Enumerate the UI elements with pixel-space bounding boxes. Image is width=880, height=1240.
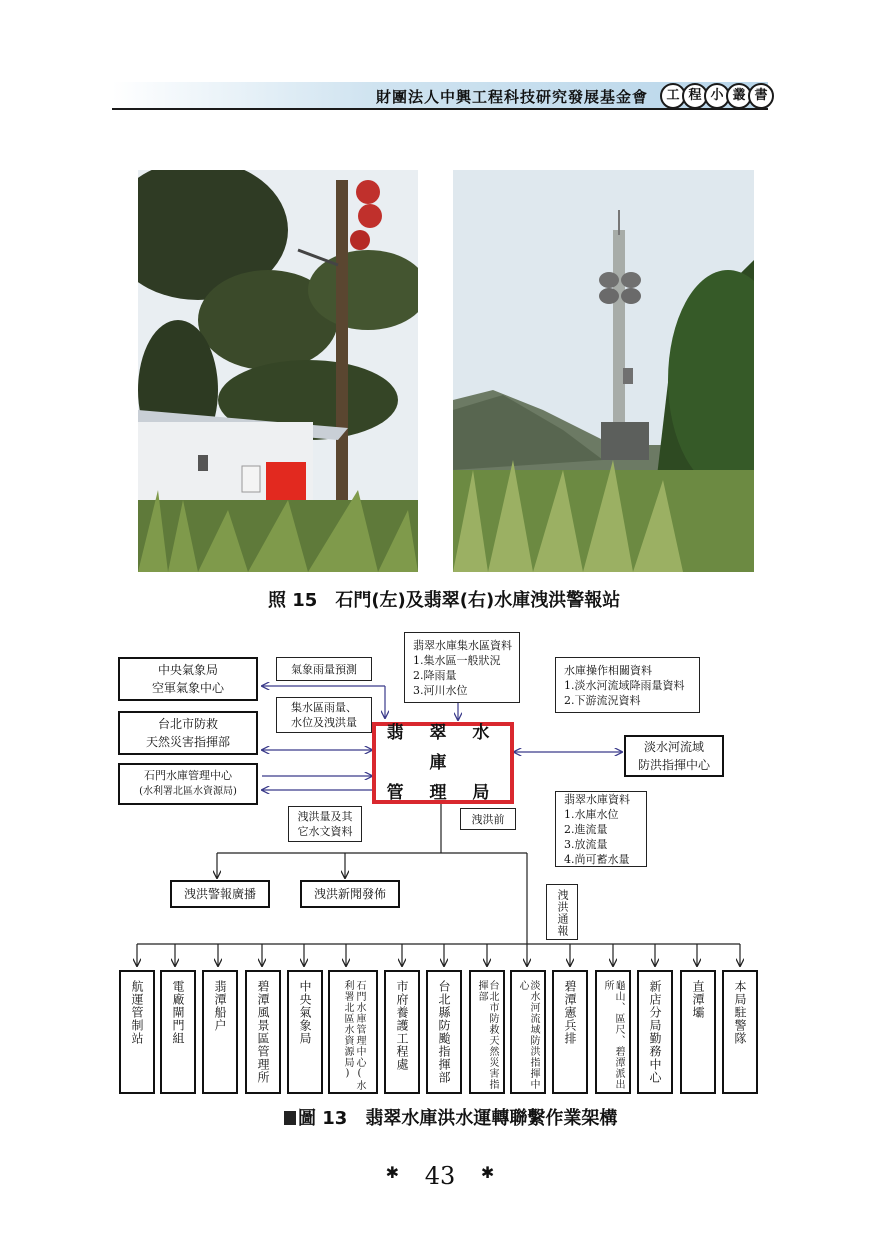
unit-box-5 xyxy=(287,970,323,1094)
unit-box-6 xyxy=(328,970,378,1094)
catchment-data-title: 翡翠水庫集水區資料 xyxy=(413,638,512,652)
unit-box-15 xyxy=(722,970,758,1094)
reservoir-data-item: 3.放流量 xyxy=(564,837,608,851)
unit-label: 電廠閘門組 xyxy=(171,980,185,1045)
unit-label: 新店分局勤務中心 xyxy=(648,980,662,1084)
series-badge-2: 程 xyxy=(682,83,708,109)
unit-label: 淡水河流域防洪指揮中心 xyxy=(517,980,539,1090)
reservoir-data-title: 翡翠水庫資料 xyxy=(564,792,630,806)
unit-box-14 xyxy=(680,970,716,1094)
unit-label: 石門水庫管理中心(水利署北區水資源局) xyxy=(342,980,365,1091)
weather-forecast-text: 氣象雨量預測 xyxy=(291,662,357,676)
unit-box-9 xyxy=(469,970,505,1094)
figure-caption-text: 圖 13 翡翠水庫洪水運轉聯繫作業架構 xyxy=(298,1108,618,1129)
feitsui-management-center xyxy=(372,722,514,804)
operation-data-item: 1.淡水河流域降雨量資料 xyxy=(564,678,685,692)
unit-label: 翡潭船户 xyxy=(213,980,227,1032)
release-notice-label xyxy=(546,884,578,940)
unit-label: 碧潭憲兵排 xyxy=(563,980,577,1045)
release-before-label xyxy=(460,808,516,830)
cwb-line: 空軍氣象中心 xyxy=(151,681,224,695)
catchment-flow-text: 集水區雨量、 xyxy=(291,701,357,714)
unit-box-3 xyxy=(202,970,238,1094)
unit-label: 台北市防救天然災害指揮部 xyxy=(476,980,498,1090)
series-badge-1: 工 xyxy=(660,83,686,109)
unit-box-11 xyxy=(552,970,588,1094)
center-line-1: 翡 翠 水 庫 xyxy=(386,723,500,773)
catchment-data-item: 2.降雨量 xyxy=(413,668,457,682)
header-org-name: 財團法人中興工程科技研究發展基金會 xyxy=(375,88,648,106)
reservoir-data-item: 1.水庫水位 xyxy=(564,807,619,821)
cwb-box xyxy=(118,657,258,701)
catchment-data-box xyxy=(404,632,520,703)
unit-box-2 xyxy=(160,970,196,1094)
unit-box-7 xyxy=(384,970,420,1094)
reservoir-data-box xyxy=(555,791,647,867)
pre-release-text: 洩洪量及其 xyxy=(297,810,353,823)
tamsui-line: 淡水河流域 xyxy=(643,740,704,754)
release-press-box xyxy=(300,880,400,908)
unit-box-10 xyxy=(510,970,546,1094)
center-line-2: 管 理 局 xyxy=(386,783,500,803)
unit-label: 市府養護工程處 xyxy=(395,980,409,1071)
page-star-icon: ✱ xyxy=(385,1163,400,1182)
taipei-disaster-command-box xyxy=(118,711,258,755)
release-broadcast-text: 洩洪警報廣播 xyxy=(183,887,256,901)
shihmen-line: 石門水庫管理中心 xyxy=(144,769,232,782)
catchment-data-item: 1.集水區一般狀況 xyxy=(413,653,501,667)
reservoir-data-item: 4.尚可蓄水量 xyxy=(564,852,630,866)
pre-release-text: 它水文資料 xyxy=(297,825,353,838)
unit-label: 龜山、區尺、碧潭派出所 xyxy=(602,980,624,1090)
taipei-disaster-line: 台北市防救 xyxy=(157,717,218,731)
release-broadcast-box xyxy=(170,880,270,908)
page-number: 43 xyxy=(424,1162,456,1190)
cwb-line: 中央氣象局 xyxy=(157,663,218,677)
page-footer xyxy=(0,1162,880,1190)
release-before-text: 洩洪前 xyxy=(471,812,505,826)
figure-bullet-icon xyxy=(284,1111,296,1125)
series-badge-5: 書 xyxy=(748,83,774,109)
unit-label: 中央氣象局 xyxy=(298,980,312,1045)
weather-forecast-label xyxy=(276,657,372,681)
unit-label: 直潭壩 xyxy=(691,980,705,1019)
catchment-flow-text: 水位及洩洪量 xyxy=(291,716,357,729)
tamsui-line: 防洪指揮中心 xyxy=(637,758,710,772)
series-badge-3: 小 xyxy=(704,83,730,109)
unit-box-8 xyxy=(426,970,462,1094)
unit-label: 碧潭風景區管理所 xyxy=(256,980,270,1084)
catchment-data-item: 3.河川水位 xyxy=(413,683,468,697)
shihmen-management-box xyxy=(118,763,258,805)
page-star-icon: ✱ xyxy=(480,1163,495,1182)
unit-label: 台北縣防颱指揮部 xyxy=(437,980,451,1084)
figure-caption xyxy=(284,1104,617,1130)
unit-box-12 xyxy=(595,970,631,1094)
photo-caption: 照 15 石門(左)及翡翠(右)水庫洩洪警報站 xyxy=(268,590,621,611)
unit-label: 本局駐警隊 xyxy=(733,980,747,1045)
release-notice-text: 洩洪通報 xyxy=(556,889,569,937)
unit-box-4 xyxy=(245,970,281,1094)
catchment-flow-label xyxy=(276,697,372,733)
series-badge-4: 叢 xyxy=(726,83,752,109)
operation-data-box xyxy=(555,657,700,713)
taipei-disaster-line: 天然災害指揮部 xyxy=(145,735,230,749)
operation-data-title: 水庫操作相關資料 xyxy=(564,663,652,677)
unit-box-1 xyxy=(119,970,155,1094)
tamsui-flood-command-box xyxy=(624,735,724,777)
pre-release-data-label xyxy=(288,806,362,842)
unit-label: 航運管制站 xyxy=(130,980,144,1045)
operation-data-item: 2.下游流況資料 xyxy=(564,693,641,707)
shihmen-line: (水利署北區水資源局) xyxy=(139,786,237,797)
unit-box-13 xyxy=(637,970,673,1094)
reservoir-data-item: 2.進流量 xyxy=(564,822,608,836)
release-press-text: 洩洪新聞發佈 xyxy=(313,887,386,901)
